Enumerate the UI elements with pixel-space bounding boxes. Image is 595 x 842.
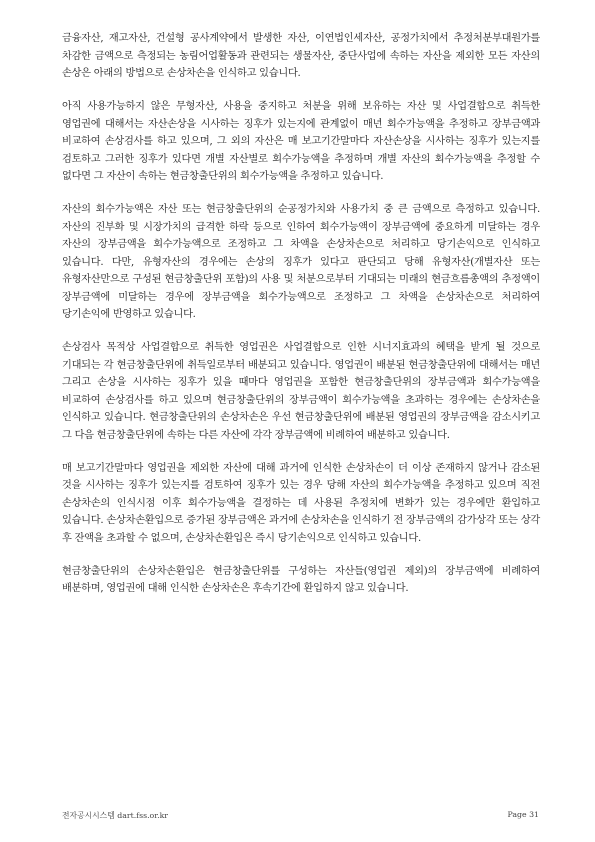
paragraph-goodwill-testing: 손상검사 목적상 사업결합으로 취득한 영업권은 사업결합으로 인한 시너지효과의 혜택을 받게 될 것으로 기대되는 각 현금창출단위에 취득일로부터 배분되고 있습니다. 영업권이 배분된 현금창출단위에 대해서는 매년 그리고 손상을 시사하는 징후가 있을 때마다 영업권을 포함한 현금창출단위의 장부금액과 회수가능액을 비교하여 손상검사를 하고 있으며 현금창출단위의 장부금액이 회수가능액을 초과하는 경우에는 손상차손을 인식하고 있습니다. 현금창출단위의 손상차손은 우선 현금창출단위에 배분된 영업권의 장부금액을 감소시키고 그 다음 현금창출단위에 속하는 다른 자산에 각각 장부금액에 비례하여 배분하고 있습니다.	[62, 342, 540, 441]
paragraph-recoverable-amount: 자산의 회수가능액은 자산 또는 현금창출단위의 순공정가치와 사용가치 중 큰 금액으로 측정하고 있습니다. 자산의 진부화 및 시장가치의 급격한 하락 등으로 인하여 회수가능액이 장부금액에 중요하게 미달하는 경우 자산의 장부금액을 회수가능액으로 조정하고 그 차액을 손상차손으로 처리하고 당기손익으로 인식하고 있습니다. 다만, 유형자산의 경우에는 손상의 징후가 있다고 판단되고 당해 유형자산(개별자산 또는 유형자산만으로 구성된 현금창출단위 포함)의 사용 및 처분으로부터 기대되는 미래의 현금흐름총액의 추정액이 장부금액에 미달하는 경우에 장부금액을 회수가능액으로 조정하고 그 차액을 손상차손으로 처리하여 당기손익에 반영하고 있습니다.	[62, 204, 540, 320]
footer-source: 전자공시시스템 dart.fss.or.kr	[62, 811, 169, 820]
paragraph-impairment-reversal: 매 보고기간말마다 영업권을 제외한 자산에 대해 과거에 인식한 손상차손이 더 이상 존재하지 않거나 감소된 것을 시사하는 징후가 있는지를 검토하여 징후가 있는 경우 당해 자산의 회수가능액을 추정하고 있으며 직전 손상차손의 인식시점 이후 회수가능액을 결정하는 데 사용된 추정치에 변화가 있는 경우에만 환입하고 있습니다. 손상차손환입으로 증가된 장부금액은 과거에 손상차손을 인식하기 전 장부금액의 감가상각 또는 상각 후 잔액을 초과할 수 없으며, 손상차손환입은 즉시 당기손익으로 인식하고 있습니다.	[62, 462, 540, 544]
page-footer	[62, 810, 539, 821]
paragraph-impairment-scope: 금융자산, 재고자산, 건설형 공사계약에서 발생한 자산, 이연법인세자산, 공정가치에서 추정처분부대원가를 차감한 금액으로 측정되는 농림어업활동과 관련되는 생물자산, 중단사업에 속하는 자산을 제외한 모든 자산의 손상은 아래의 방법으로 손상차손을 인식하고 있습니다.	[62, 33, 540, 79]
document-body	[62, 30, 540, 613]
paragraph-cgu-reversal: 현금창출단위의 손상차손환입은 현금창출단위를 구성하는 자산들(영업권 제외)의 장부금액에 비례하여 배분하며, 영업권에 대해 인식한 손상차손은 후속기간에 환입하지 않고 있습니다.	[62, 565, 540, 594]
paragraph-intangible-assets: 아직 사용가능하지 않은 무형자산, 사용을 중지하고 처분을 위해 보유하는 자산 및 사업결합으로 취득한 영업권에 대해서는 자산손상을 시사하는 징후가 있는지에 관계없이 매년 회수가능액을 추정하고 장부금액과 비교하여 손상검사를 하고 있으며, 그 외의 자산은 매 보고기간말마다 자산손상을 시사하는 징후가 있는지를 검토하고 그러한 징후가 있다면 개별 자산별로 회수가능액을 추정하며 개별 자산의 회수가능액을 추정할 수 없다면 그 자산이 속하는 현금창출단위의 회수가능액을 추정하고 있습니다.	[62, 101, 540, 182]
page-number: Page 31	[507, 810, 539, 819]
